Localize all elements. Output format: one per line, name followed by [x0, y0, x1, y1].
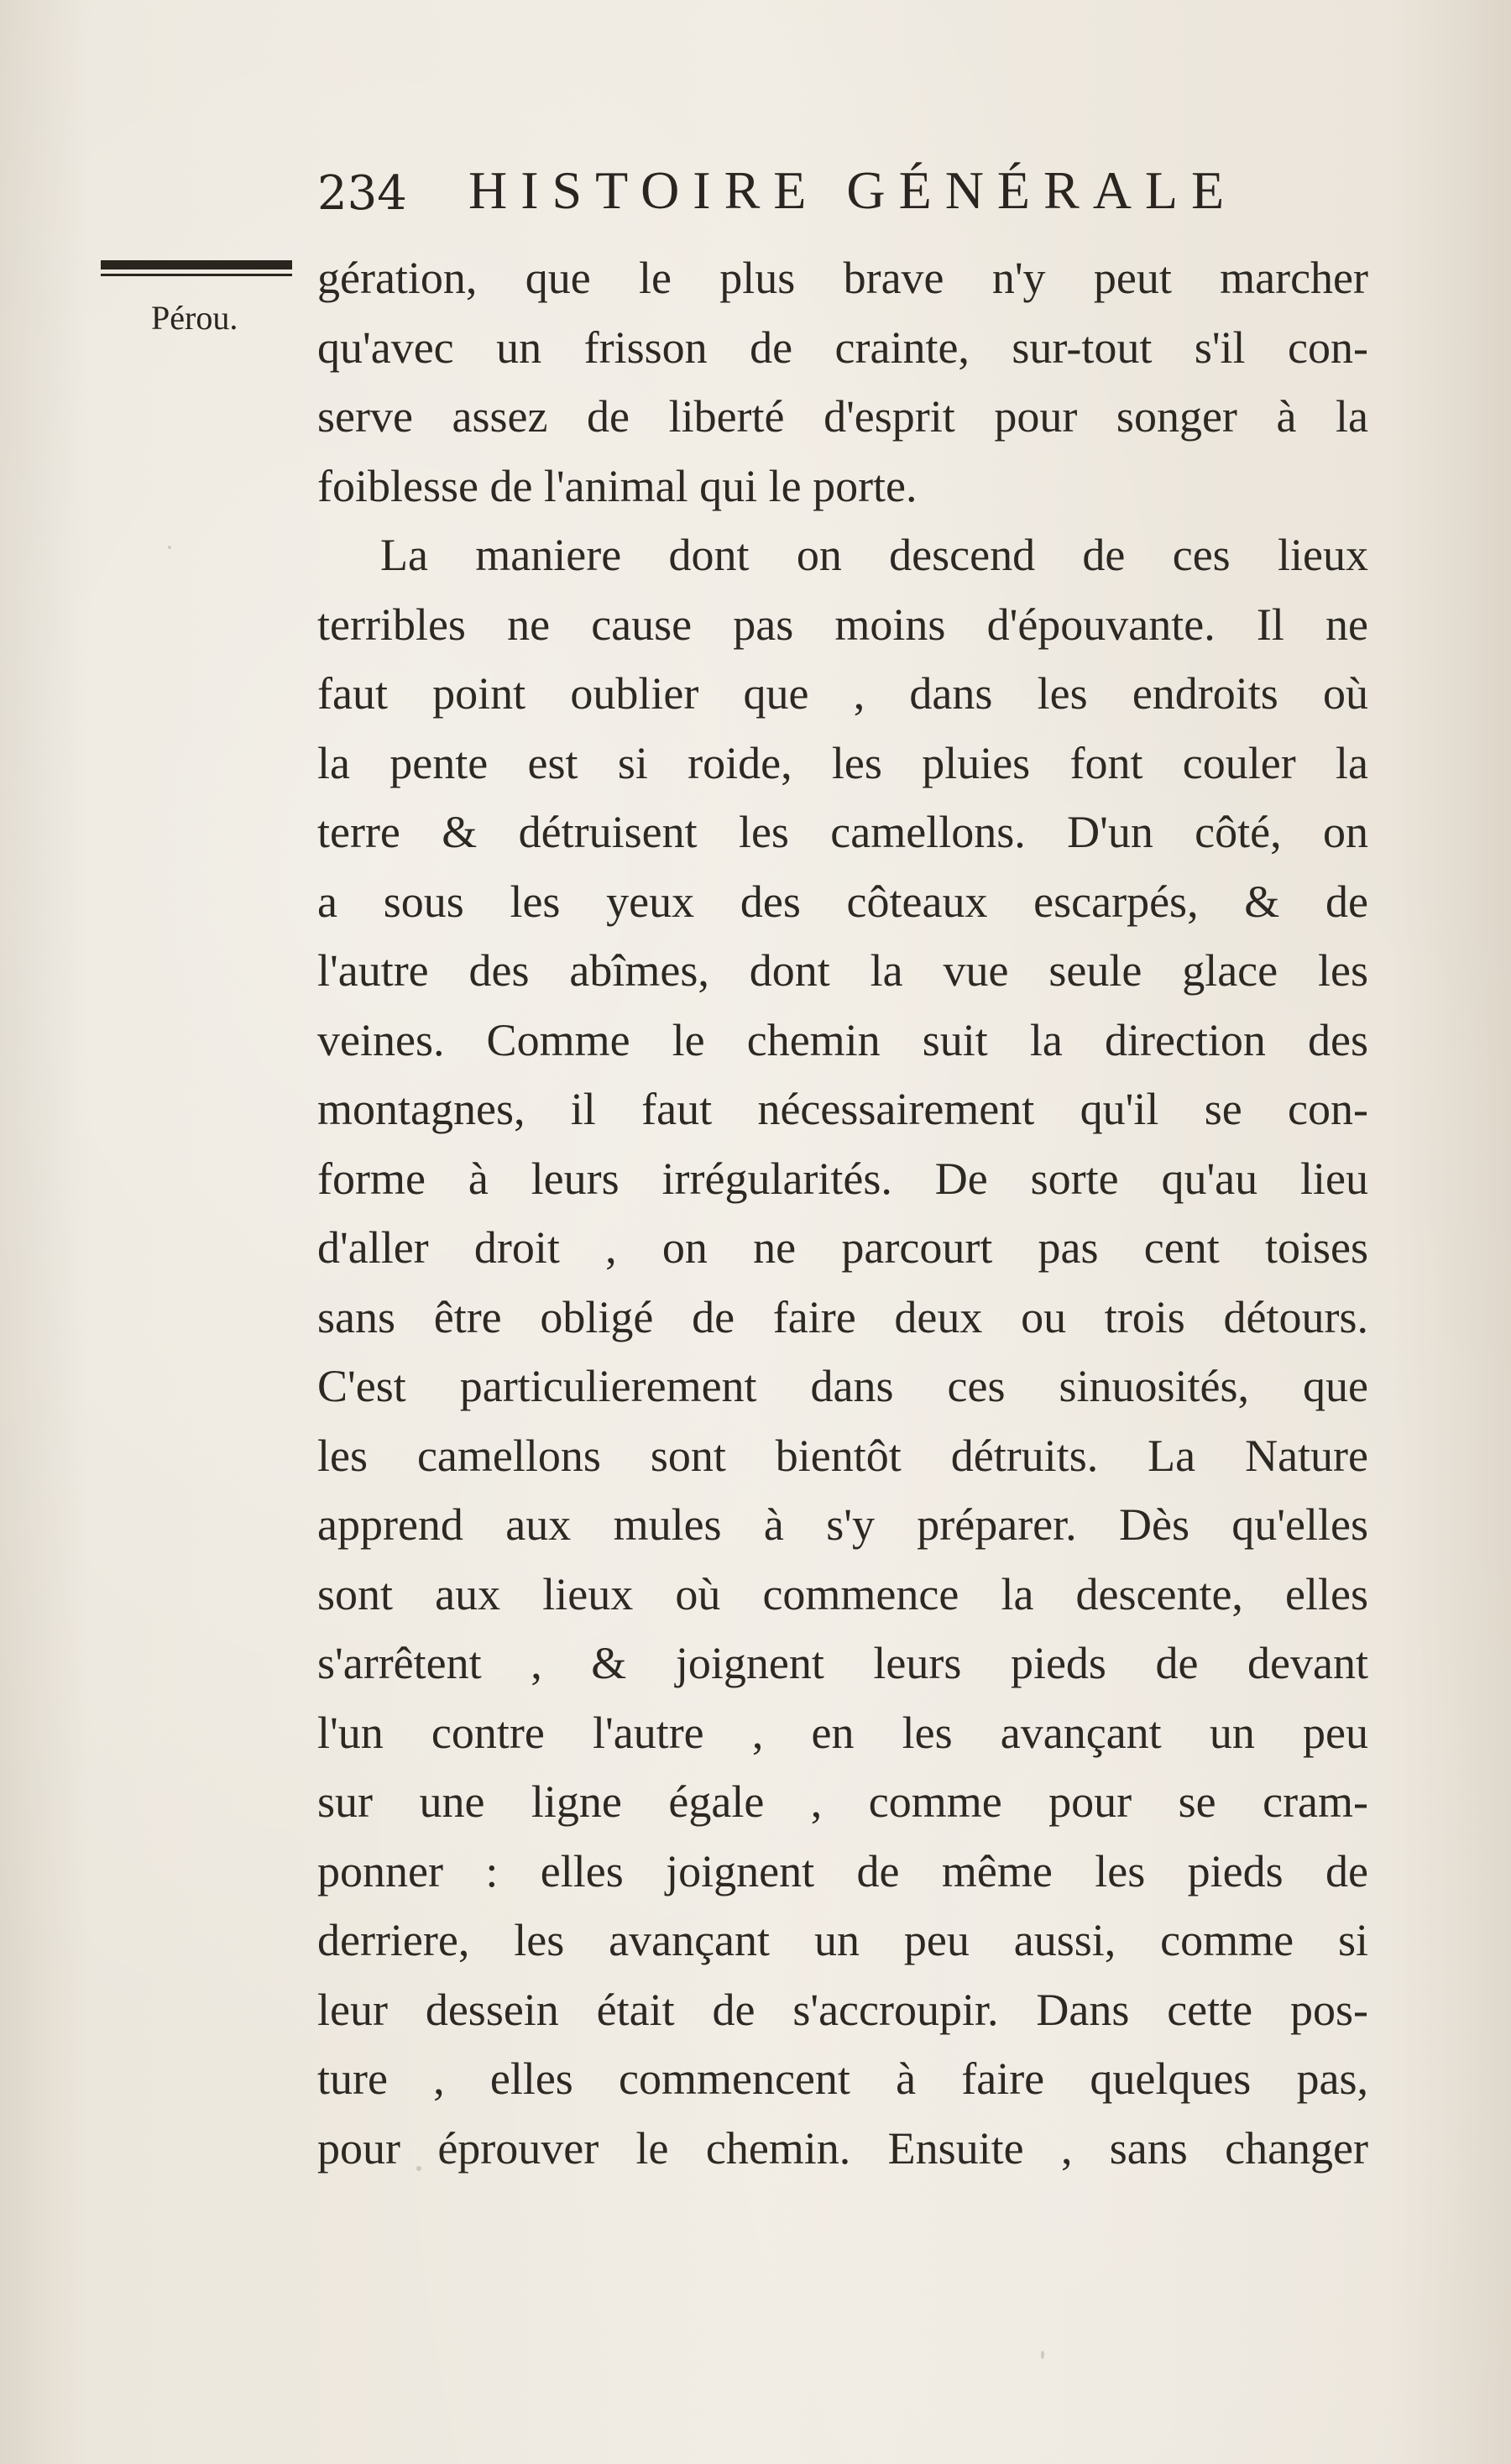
- text-line: les camellons sont bientôt détruits. La Nature: [317, 1430, 1368, 1481]
- running-title: HISTOIRE GÉNÉRALE: [468, 160, 1238, 220]
- text-line: s'arrêtent , & joignent leurs pieds de devant: [317, 1638, 1368, 1688]
- text-line: apprend aux mules à s'y préparer. Dès qu'elles: [317, 1499, 1368, 1550]
- text-line: l'un contre l'autre , en les avançant un peu: [317, 1707, 1368, 1758]
- text-line: qu'avec un frisson de crainte, sur-tout s'il con-: [317, 322, 1368, 373]
- text-line: gération, que le plus brave n'y peut marcher: [317, 253, 1368, 303]
- paper-speck: [168, 546, 171, 549]
- margin-rule: [101, 260, 292, 280]
- text-line: ponner : elles joignent de même les pieds de: [317, 1845, 1368, 1896]
- margin-note: Pérou.: [151, 299, 238, 337]
- text-line: terribles ne cause pas moins d'épouvante. Il ne: [317, 599, 1368, 650]
- text-line: La maniere dont on descend de ces lieux: [380, 530, 1368, 580]
- rule-thick-bar: [101, 260, 292, 269]
- text-line: forme à leurs irrégularités. De sorte qu'au lieu: [317, 1153, 1368, 1204]
- paper-speck: [1041, 2351, 1044, 2359]
- text-line: C'est particulierement dans ces sinuosités, que: [317, 1361, 1368, 1411]
- text-line: sont aux lieux où commence la descente, elles: [317, 1568, 1368, 1619]
- text-line: terre & détruisent les camellons. D'un côté, on: [317, 807, 1368, 857]
- paper-speck: [416, 2166, 421, 2171]
- text-line: faut point oublier que , dans les endroits où: [317, 668, 1368, 719]
- text-line: montagnes, il faut nécessairement qu'il se con-: [317, 1084, 1368, 1134]
- body-text: [317, 243, 1368, 2183]
- text-line: l'autre des abîmes, dont la vue seule glace les: [317, 945, 1368, 996]
- page-number: 234: [317, 166, 407, 221]
- text-line: leur dessein était de s'accroupir. Dans cette pos-: [317, 1984, 1368, 2035]
- text-line: d'aller droit , on ne parcourt pas cent toises: [317, 1222, 1368, 1273]
- text-line: serve assez de liberté d'esprit pour songer à la: [317, 391, 1368, 442]
- text-line: derriere, les avançant un peu aussi, comme si: [317, 1915, 1368, 1965]
- text-line: ture , elles commencent à faire quelques pas,: [317, 2053, 1368, 2104]
- text-line: sur une ligne égale , comme pour se cram-: [317, 1776, 1368, 1827]
- text-line: sans être obligé de faire deux ou trois détours.: [317, 1291, 1368, 1342]
- rule-thin-bar: [101, 274, 292, 276]
- text-line: la pente est si roide, les pluies font couler la: [317, 737, 1368, 788]
- running-head: [317, 160, 1238, 227]
- text-line: pour éprouver le chemin. Ensuite , sans changer: [317, 2122, 1368, 2174]
- text-line: veines. Comme le chemin suit la direction des: [317, 1014, 1368, 1065]
- text-line: a sous les yeux des côteaux escarpés, & de: [317, 876, 1368, 927]
- text-line: foiblesse de l'animal qui le porte.: [317, 460, 918, 511]
